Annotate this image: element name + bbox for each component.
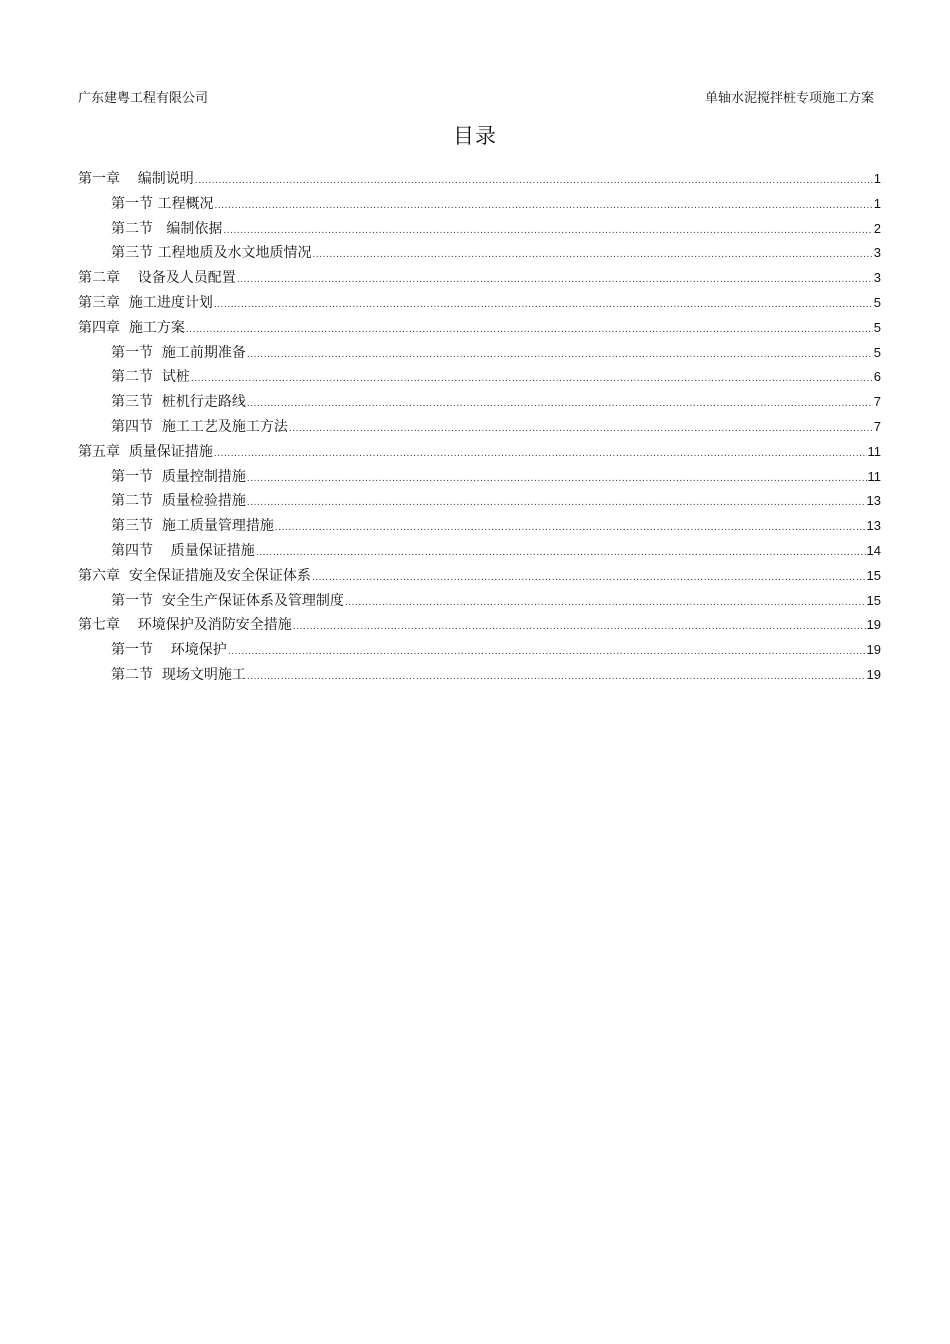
- toc-dot-leader: [345, 591, 866, 616]
- toc-entry-label: 第五章 质量保证措施: [78, 443, 213, 460]
- toc-entry[interactable]: [78, 489, 881, 514]
- toc-dot-leader: [312, 243, 872, 268]
- toc-entry[interactable]: [78, 539, 881, 564]
- toc-dot-leader: [247, 491, 866, 516]
- toc-dot-leader: [247, 467, 867, 492]
- toc-page-number: 13: [866, 518, 881, 534]
- toc-dot-leader: [191, 367, 873, 392]
- company-name: 广东建粤工程有限公司: [78, 91, 209, 106]
- toc-entry[interactable]: [78, 291, 881, 316]
- toc-page-number: 7: [873, 418, 881, 434]
- toc-entry[interactable]: [78, 589, 881, 614]
- toc-entry[interactable]: [78, 440, 881, 465]
- toc-page-number: 3: [873, 245, 881, 261]
- toc-entry-label: 第六章 安全保证措施及安全保证体系: [78, 567, 311, 584]
- toc-page-number: 5: [873, 344, 881, 360]
- toc-entry-label: 第七章 环境保护及消防安全措施: [78, 617, 292, 634]
- toc-entry-label: 第一节 安全生产保证体系及管理制度: [111, 592, 344, 609]
- toc-entry-label: 第三节 工程地质及水文地质情况: [111, 245, 312, 262]
- toc-entry[interactable]: [78, 217, 881, 242]
- toc-entry-label: 第二节 现场文明施工: [111, 666, 246, 683]
- toc-entry-label: 第一节 工程概况: [111, 195, 214, 212]
- toc-entry-label: 第四节 质量保证措施: [111, 542, 255, 559]
- toc-dot-leader: [214, 194, 872, 219]
- toc-entry[interactable]: [78, 365, 881, 390]
- toc-page-number: 11: [867, 443, 881, 459]
- toc-page-number: 15: [866, 567, 881, 583]
- toc-entry-label: 第一章 编制说明: [78, 171, 194, 187]
- toc-entry[interactable]: [78, 564, 881, 589]
- toc-entry-label: 第四章 施工方案: [78, 319, 185, 336]
- toc-page-number: 19: [866, 617, 881, 633]
- toc-dot-leader: [237, 268, 873, 293]
- toc-dot-leader: [247, 665, 866, 690]
- toc-dot-leader: [275, 516, 866, 541]
- toc-dot-leader: [228, 640, 866, 665]
- toc-entry[interactable]: [78, 390, 881, 415]
- toc-dot-leader: [312, 566, 866, 591]
- toc-page-number: 2: [873, 220, 881, 236]
- toc-entry-label: 第一节 质量控制措施: [111, 468, 246, 485]
- toc-entry[interactable]: [78, 465, 881, 490]
- toc-page-number: 11: [867, 468, 881, 484]
- toc-entry[interactable]: [78, 316, 881, 341]
- toc-page-number: 15: [866, 592, 881, 608]
- toc-entry-label: 第一节 环境保护: [111, 642, 227, 659]
- document-title: 单轴水泥搅拌桩专项施工方案: [704, 91, 874, 106]
- toc-entry-label: 第三节 施工质量管理措施: [111, 518, 274, 535]
- toc-page-number: 5: [873, 294, 881, 310]
- toc-entry-label: 第二章 设备及人员配置: [78, 270, 236, 287]
- toc-page-number: 14: [866, 542, 881, 558]
- toc-entry-label: 第二节 试桩: [111, 369, 190, 386]
- toc-entry[interactable]: [78, 663, 881, 688]
- toc-entry[interactable]: [78, 514, 881, 539]
- toc-entry[interactable]: [78, 266, 881, 291]
- toc-page-number: 1: [873, 171, 881, 186]
- toc-entry[interactable]: [78, 415, 881, 440]
- table-of-contents: [78, 167, 881, 688]
- toc-page-number: 13: [866, 493, 881, 509]
- toc-entry-label: 第二节 质量检验措施: [111, 493, 246, 510]
- toc-dot-leader: [256, 541, 866, 566]
- toc-entry[interactable]: [78, 341, 881, 366]
- toc-title: 目录: [453, 124, 497, 148]
- toc-page-number: 6: [873, 369, 881, 385]
- toc-dot-leader: [289, 417, 873, 442]
- toc-entry[interactable]: [78, 192, 881, 217]
- toc-entry[interactable]: [78, 638, 881, 663]
- toc-page-number: 5: [873, 319, 881, 335]
- toc-page-number: 7: [873, 394, 881, 410]
- toc-dot-leader: [214, 293, 873, 318]
- toc-dot-leader: [293, 615, 866, 640]
- toc-dot-leader: [247, 343, 873, 368]
- toc-page-number: 19: [866, 666, 881, 682]
- toc-entry[interactable]: [78, 241, 881, 266]
- toc-entry-label: 第二节 编制依据: [111, 220, 223, 237]
- toc-entry-label: 第四节 施工工艺及施工方法: [111, 418, 288, 435]
- page-header: [78, 90, 874, 108]
- toc-entry-label: 第一节 施工前期准备: [111, 344, 246, 361]
- toc-page-number: 3: [873, 270, 881, 286]
- toc-page-number: 19: [866, 642, 881, 658]
- toc-dot-leader: [195, 169, 873, 194]
- toc-page-number: 1: [873, 195, 881, 211]
- toc-entry[interactable]: [78, 613, 881, 638]
- toc-dot-leader: [247, 392, 873, 417]
- toc-entry-label: 第三节 桩机行走路线: [111, 394, 246, 411]
- toc-entry-label: 第三章 施工进度计划: [78, 294, 213, 311]
- toc-entry[interactable]: [78, 167, 881, 192]
- toc-dot-leader: [223, 219, 872, 244]
- toc-dot-leader: [214, 442, 867, 467]
- toc-dot-leader: [186, 318, 873, 343]
